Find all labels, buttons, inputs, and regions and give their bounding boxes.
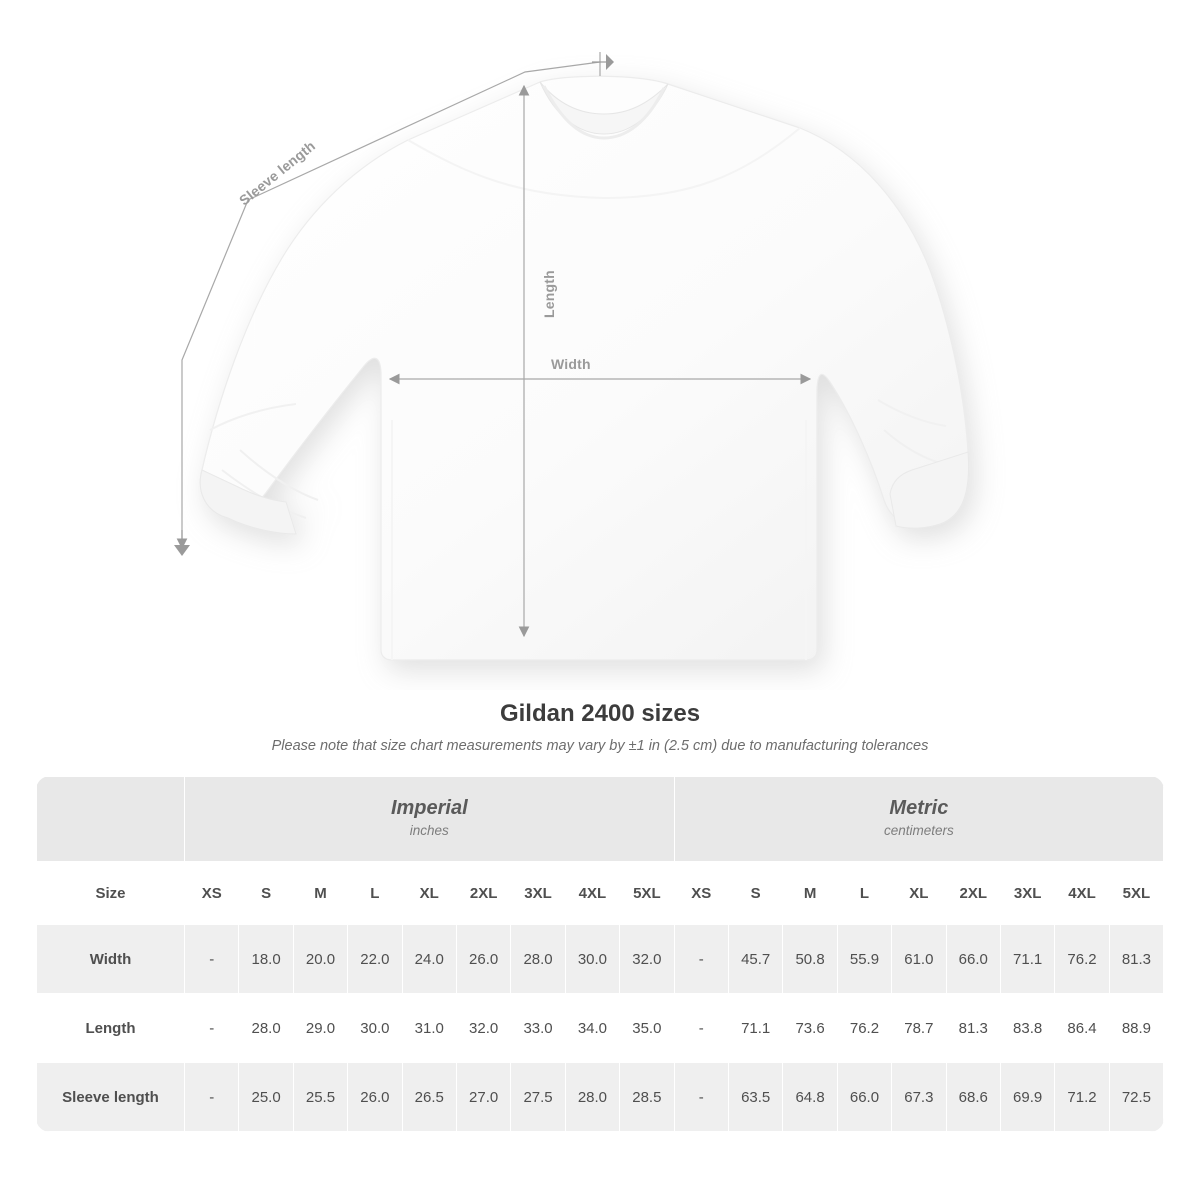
cell-width-imperial-3xl: 28.0 xyxy=(511,925,565,994)
cell-length-imperial-5xl: 35.0 xyxy=(620,994,674,1063)
unit-metric-cell xyxy=(674,777,1164,862)
table-row xyxy=(37,925,1164,994)
cell-width-imperial-xl: 24.0 xyxy=(402,925,456,994)
size-header-metric-xl: XL xyxy=(892,862,946,925)
sleeve-length-label: Sleeve length xyxy=(236,137,319,209)
cell-width-metric-s: 45.7 xyxy=(728,925,782,994)
cell-length-metric-4xl: 86.4 xyxy=(1055,994,1109,1063)
size-header-metric-4xl: 4XL xyxy=(1055,862,1109,925)
cell-width-metric-5xl: 81.3 xyxy=(1109,925,1163,994)
table-row xyxy=(37,1063,1164,1132)
cell-length-metric-3xl: 83.8 xyxy=(1000,994,1054,1063)
row-label-width: Width xyxy=(37,925,185,994)
cell-sleeve-imperial-l: 26.0 xyxy=(348,1063,402,1132)
row-label-length: Length xyxy=(37,994,185,1063)
unit-imperial-name: Imperial xyxy=(390,797,468,820)
cell-width-imperial-m: 20.0 xyxy=(293,925,347,994)
cell-sleeve-imperial-5xl: 28.5 xyxy=(620,1063,674,1132)
size-header-metric-5xl: 5XL xyxy=(1109,862,1163,925)
cell-sleeve-metric-m: 64.8 xyxy=(783,1063,837,1132)
size-header-imperial-4xl: 4XL xyxy=(565,862,619,925)
cell-length-imperial-xl: 31.0 xyxy=(402,994,456,1063)
cell-length-metric-5xl: 88.9 xyxy=(1109,994,1163,1063)
cell-sleeve-imperial-m: 25.5 xyxy=(293,1063,347,1132)
cell-sleeve-imperial-4xl: 28.0 xyxy=(565,1063,619,1132)
size-header-metric-2xl: 2XL xyxy=(946,862,1000,925)
unit-metric-sub: centimeters xyxy=(883,823,954,839)
unit-metric-name: Metric xyxy=(889,797,949,820)
cell-length-imperial-xs: - xyxy=(185,994,239,1063)
size-table-container xyxy=(36,776,1164,1132)
cell-width-metric-2xl: 66.0 xyxy=(946,925,1000,994)
size-header-imperial-5xl: 5XL xyxy=(620,862,674,925)
size-header-imperial-s: S xyxy=(239,862,293,925)
size-chart-table xyxy=(36,776,1164,1132)
cell-sleeve-metric-5xl: 72.5 xyxy=(1109,1063,1163,1132)
cell-width-metric-3xl: 71.1 xyxy=(1000,925,1054,994)
cell-length-imperial-3xl: 33.0 xyxy=(511,994,565,1063)
cell-sleeve-metric-3xl: 69.9 xyxy=(1000,1063,1054,1132)
size-header-row xyxy=(37,862,1164,925)
size-header-imperial-l: L xyxy=(348,862,402,925)
size-header-metric-m: M xyxy=(783,862,837,925)
cell-width-metric-xs: - xyxy=(674,925,728,994)
cell-length-metric-xl: 78.7 xyxy=(892,994,946,1063)
cell-width-imperial-5xl: 32.0 xyxy=(620,925,674,994)
page-title: Gildan 2400 sizes xyxy=(499,700,701,727)
size-header-metric-3xl: 3XL xyxy=(1000,862,1054,925)
cell-length-imperial-4xl: 34.0 xyxy=(565,994,619,1063)
length-label: Length xyxy=(541,270,557,318)
cell-sleeve-imperial-3xl: 27.5 xyxy=(511,1063,565,1132)
cell-sleeve-metric-4xl: 71.2 xyxy=(1055,1063,1109,1132)
unit-header-row xyxy=(37,777,1164,862)
size-header-imperial-m: M xyxy=(293,862,347,925)
cell-width-imperial-l: 22.0 xyxy=(348,925,402,994)
cell-width-metric-4xl: 76.2 xyxy=(1055,925,1109,994)
cell-length-imperial-s: 28.0 xyxy=(239,994,293,1063)
size-header-label: Size xyxy=(37,862,185,925)
cell-width-imperial-4xl: 30.0 xyxy=(565,925,619,994)
cell-length-metric-m: 73.6 xyxy=(783,994,837,1063)
table-row xyxy=(37,994,1164,1063)
chart-header xyxy=(0,700,1200,754)
cell-width-imperial-xs: - xyxy=(185,925,239,994)
cell-length-imperial-2xl: 32.0 xyxy=(456,994,510,1063)
cell-length-imperial-l: 30.0 xyxy=(348,994,402,1063)
size-header-metric-s: S xyxy=(728,862,782,925)
cell-sleeve-imperial-xl: 26.5 xyxy=(402,1063,456,1132)
cell-width-imperial-2xl: 26.0 xyxy=(456,925,510,994)
cell-sleeve-metric-2xl: 68.6 xyxy=(946,1063,1000,1132)
cell-length-imperial-m: 29.0 xyxy=(293,994,347,1063)
unit-imperial-sub: inches xyxy=(409,823,449,839)
cell-sleeve-metric-s: 63.5 xyxy=(728,1063,782,1132)
width-label: Width xyxy=(551,356,591,372)
cell-width-metric-l: 55.9 xyxy=(837,925,891,994)
cell-sleeve-metric-l: 66.0 xyxy=(837,1063,891,1132)
cell-sleeve-metric-xl: 67.3 xyxy=(892,1063,946,1132)
size-header-imperial-3xl: 3XL xyxy=(511,862,565,925)
size-header-metric-l: L xyxy=(837,862,891,925)
cell-sleeve-imperial-xs: - xyxy=(185,1063,239,1132)
cell-length-metric-l: 76.2 xyxy=(837,994,891,1063)
size-header-imperial-xl: XL xyxy=(402,862,456,925)
size-header-imperial-xs: XS xyxy=(185,862,239,925)
unit-imperial-cell xyxy=(185,777,675,862)
cell-width-imperial-s: 18.0 xyxy=(239,925,293,994)
cell-length-metric-s: 71.1 xyxy=(728,994,782,1063)
cell-length-metric-2xl: 81.3 xyxy=(946,994,1000,1063)
size-header-metric-xs: XS xyxy=(674,862,728,925)
cell-sleeve-imperial-s: 25.0 xyxy=(239,1063,293,1132)
tolerance-note: Please note that size chart measurements may vary by ±1 in (2.5 cm) due to manufacturing tolerances xyxy=(271,738,929,754)
cell-width-metric-xl: 61.0 xyxy=(892,925,946,994)
row-label-sleeve-length: Sleeve length xyxy=(37,1063,185,1132)
cell-length-metric-xs: - xyxy=(674,994,728,1063)
size-header-imperial-2xl: 2XL xyxy=(456,862,510,925)
cell-sleeve-imperial-2xl: 27.0 xyxy=(456,1063,510,1132)
cell-width-metric-m: 50.8 xyxy=(783,925,837,994)
unit-corner-cell xyxy=(37,777,185,862)
cell-sleeve-metric-xs: - xyxy=(674,1063,728,1132)
